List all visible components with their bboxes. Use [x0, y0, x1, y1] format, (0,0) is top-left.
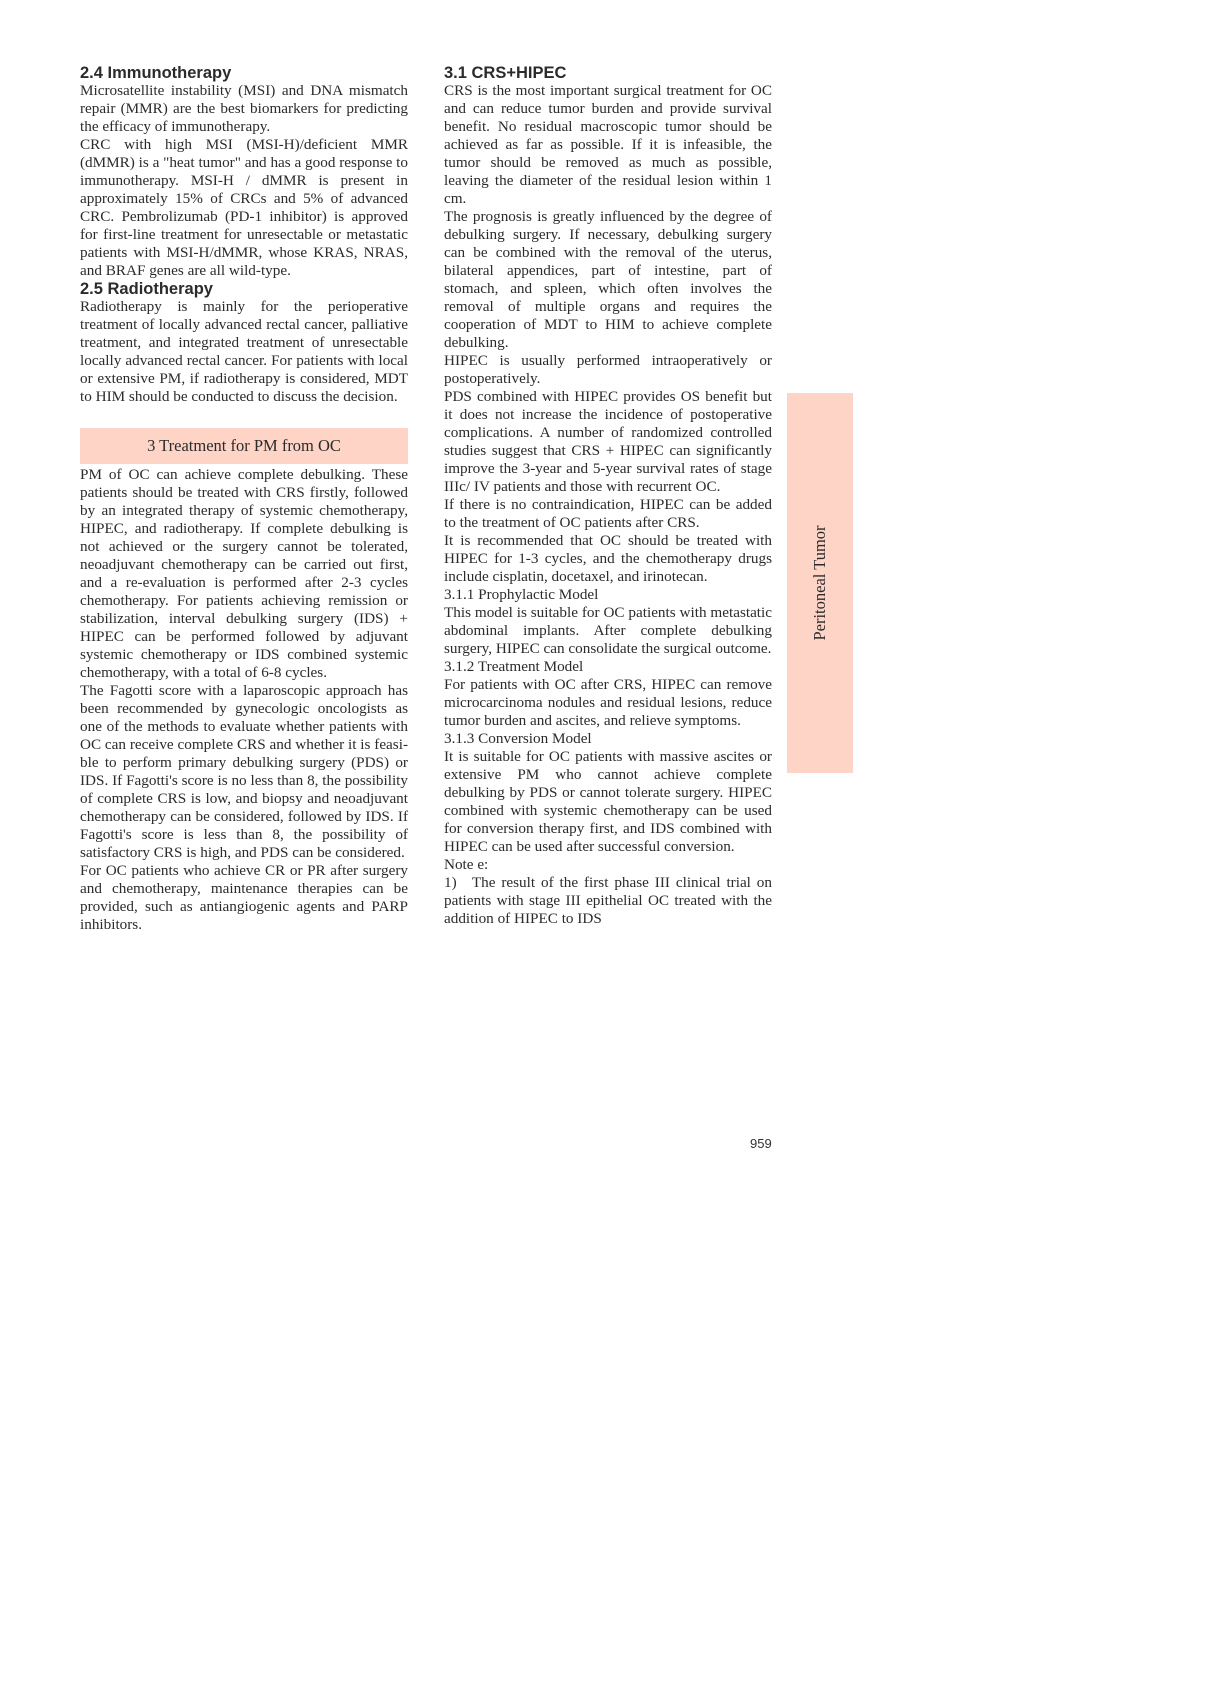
paragraph: The Fagotti score with a laparoscopic approach has been recommended by gynecologic oncologists as one of the methods to evaluate whether patients with OC can receive complete CRS and whether it is feasible to perform primary debulking surgery (PDS) or IDS. If Fagotti's score is no less than 8, the possibility of complete CRS is low, and biopsy and neoadjuvant chemotherapy can be considered, followed by IDS. If Fagotti's score is less than 8, the possibility of satisfactory CRS is high, and PDS can be considered. — [80, 682, 408, 861]
paragraph: Microsatellite instability (MSI) and DNA mismatch repair (MMR) are the best biomarkers for predicting the efficacy of immunotherapy. — [80, 82, 408, 135]
paragraph: HIPEC is usually performed intraoperatively or postoperatively. — [444, 352, 772, 387]
paragraph: CRS is the most important surgical treatment for OC and can reduce tumor burden and provide survival benefit. No residual macroscopic tumor should be achieved as far as possible. If it is infeasible, the tumor should be removed as much as possible, leaving the diameter of the residual lesion within 1 cm. — [444, 82, 772, 207]
paragraph: Radiotherapy is mainly for the perioperative treatment of locally advanced rectal cancer, palliative treatment, and integrated treatment of unresectable locally advanced rectal cancer. For patients with local or extensive PM, if radiotherapy is considered, MDT to HIM should be conducted to discuss the decision. — [80, 298, 408, 405]
paragraph: The prognosis is greatly influenced by the degree of debulking surgery. If necessary, debulking surgery can be combined with the removal of the uterus, bilateral appendices, part of intestine, part of stomach, and spleen, which often involves the removal of multiple organs and requires the cooperation of MDT to HIM to achieve complete debulking. — [444, 208, 772, 351]
paragraph: CRC with high MSI (MSI-H)/deficient MMR (dMMR) is a "heat tumor" and has a good response to immunotherapy. MSI-H / dMMR is present in approximately 15% of CRCs and 5% of advanced CRC. Pembrolizumab (PD-1 inhibitor) is approved for first-line treatment for unresectable or metastatic patients with MSI-H/dMMR, whose KRAS, NRAS, and BRAF genes are all wild-type. — [80, 136, 408, 279]
heading-immunotherapy: 2.4 Immunotherapy — [80, 64, 232, 82]
paragraph: PDS combined with HIPEC provides OS benefit but it does not increase the incidence of postoperative complications. A number of randomized controlled studies suggest that CRS + HIPEC can significantly improve the 3-year and 5-year survival rates of stage IIIc/ IV patients and those with recurrent OC. — [444, 388, 772, 495]
subheading-prophylactic-model: 3.1.1 Prophylactic Model — [444, 586, 599, 603]
paragraph: If there is no contraindication, HIPEC can be added to the treatment of OC patients after CRS. — [444, 496, 772, 531]
paragraph: It is recommended that OC should be treated with HIPEC for 1-3 cycles, and the chemotherapy drugs include cisplatin, docetaxel, and irinotecan. — [444, 532, 772, 585]
paragraph: For patients with OC after CRS, HIPEC can remove microcarcinoma nodules and residual lesions, reduce tumor burden and ascites, and relieve symptoms. — [444, 676, 772, 729]
subheading-conversion-model: 3.1.3 Conversion Model — [444, 730, 592, 747]
heading-crs-hipec: 3.1 CRS+HIPEC — [444, 64, 567, 82]
paragraph: This model is suitable for OC patients with metastatic abdominal implants. After complete debulking surgery, HIPEC can consolidate the surgical outcome. — [444, 604, 772, 657]
subheading-treatment-model: 3.1.2 Treatment Model — [444, 658, 584, 675]
side-tab-label: Peritoneal Tumor — [810, 525, 829, 641]
paragraph: For OC patients who achieve CR or PR after surgery and chemotherapy, maintenance therapies can be provided, such as antiangiogenic agents and PARP inhibitors. — [80, 862, 408, 933]
right-column — [444, 64, 772, 928]
left-column — [80, 64, 408, 934]
paragraph: PM of OC can achieve complete debulking. These patients should be treated with CRS firstly, followed by an integrated therapy of systemic chemotherapy, HIPEC, and radiotherapy. If complete debulking is not achieved or the surgery cannot be tolerated, neoadjuvant chemotherapy can be carried out first, and a re-evaluation is performed after 2-3 cycles chemotherapy. For patients achieving remission or stabilization, interval debulking surgery (IDS) + HIPEC can be performed followed by adjuvant systemic chemotherapy or IDS combined systemic chemotherapy, with a total of 6-8 cycles. — [80, 466, 408, 681]
paragraph: It is suitable for OC patients with massive ascites or extensive PM who cannot achieve complete debulking by PDS or cannot tolerate surgery. HIPEC combined with systemic chemotherapy can be used for conversion therapy first, and IDS combined with HIPEC can be used after successful conversion. — [444, 748, 772, 855]
page-number: 959 — [750, 1136, 772, 1151]
note-item: 1) The result of the first phase III clinical trial on patients with stage III epithelial OC treated with the addition of HIPEC to IDS — [444, 874, 772, 927]
note-label: Note e: — [444, 856, 489, 873]
side-tab — [787, 393, 853, 773]
heading-radiotherapy: 2.5 Radiotherapy — [80, 280, 213, 298]
section-title: 3 Treatment for PM from OC — [147, 436, 341, 455]
section-title-box — [80, 428, 408, 464]
